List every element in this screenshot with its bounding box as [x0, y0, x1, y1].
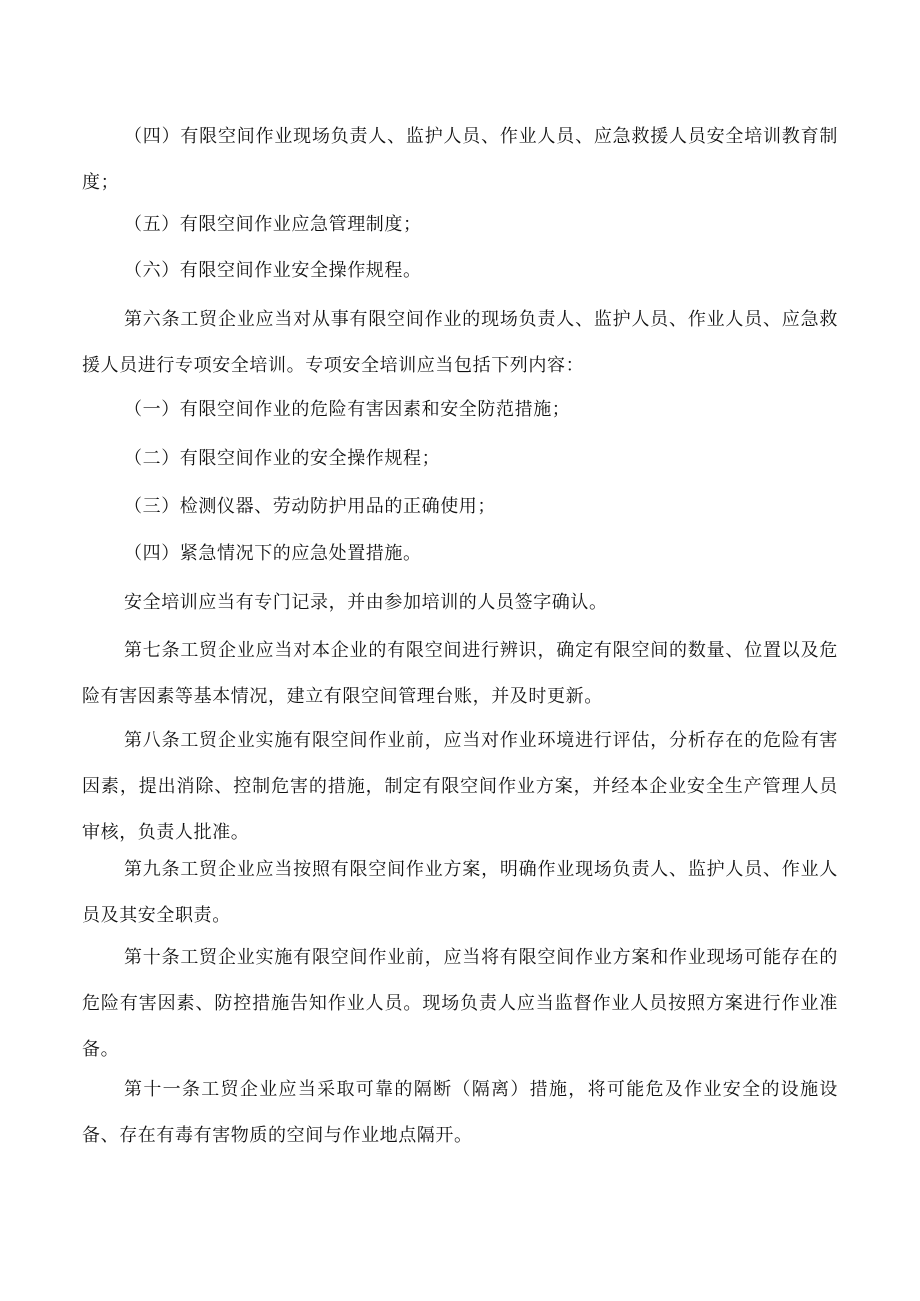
paragraph-article-8: 第八条工贸企业实施有限空间作业前，应当对作业环境进行评估，分析存在的危险有害因素，提出消除、控制危害的措施，制定有限空间作业方案，并经本企业安全生产管理人员审核，负责人批准。 [82, 730, 838, 843]
paragraph-article-9: 第九条工贸企业应当按照有限空间作业方案，明确作业现场负责人、监护人员、作业人员及其安全职责。 [82, 859, 838, 926]
paragraph-article-11: 第十一条工贸企业应当采取可靠的隔断（隔离）措施，将可能危及作业安全的设施设备、存在有毒有害物质的空间与作业地点隔开。 [82, 1079, 838, 1146]
paragraph-article-7: 第七条工贸企业应当对本企业的有限空间进行辨识，确定有限空间的数量、位置以及危险有害因素等基本情况，建立有限空间管理台账，并及时更新。 [82, 640, 838, 707]
paragraph-item-6-operating-rules: （六）有限空间作业安全操作规程。 [124, 260, 422, 281]
paragraph-training-record: 安全培训应当有专门记录，并由参加培训的人员签字确认。 [124, 592, 608, 613]
paragraph-training-item-3: （三）检测仪器、劳动防护用品的正确使用； [124, 496, 496, 517]
paragraph-training-item-2: （二）有限空间作业的安全操作规程； [124, 448, 441, 469]
paragraph-article-6: 第六条工贸企业应当对从事有限空间作业的现场负责人、监护人员、作业人员、应急救援人员进行专项安全培训。专项安全培训应当包括下列内容： [82, 309, 838, 376]
paragraph-training-item-4: （四）紧急情况下的应急处置措施。 [124, 543, 422, 564]
paragraph-training-item-1: （一）有限空间作业的危险有害因素和安全防范措施； [124, 399, 571, 420]
paragraph-article-10: 第十条工贸企业实施有限空间作业前，应当将有限空间作业方案和作业现场可能存在的危险有害因素、防控措施告知作业人员。现场负责人应当监督作业人员按照方案进行作业准备。 [82, 947, 838, 1060]
paragraph-item-4-training-system: （四）有限空间作业现场负责人、监护人员、作业人员、应急救援人员安全培训教育制度； [82, 126, 838, 193]
paragraph-item-5-emergency-system: （五）有限空间作业应急管理制度； [124, 214, 422, 235]
